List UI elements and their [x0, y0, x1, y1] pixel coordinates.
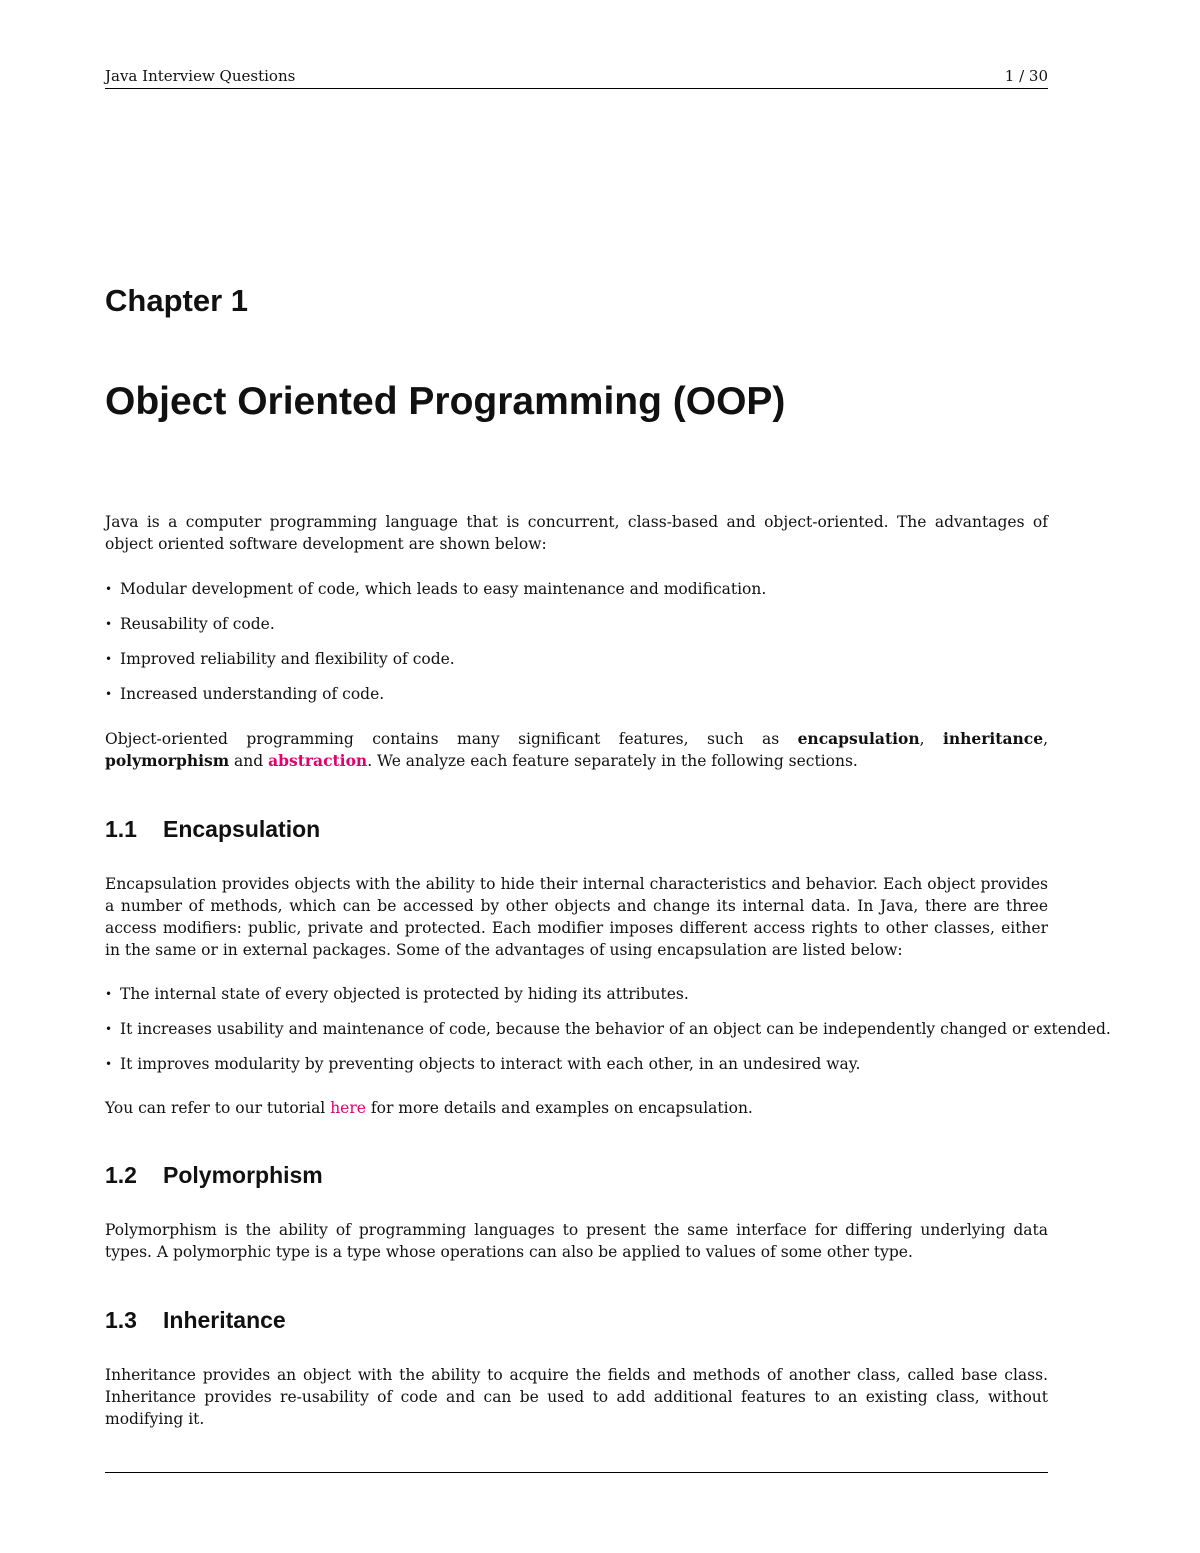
bullet-icon: • — [105, 617, 113, 631]
polymorphism-paragraph: Polymorphism is the ability of programming languages to present the same interface for differing underlying data types. A polymorphic type is a type whose operations can also be applied to values of some other type. — [105, 1221, 1048, 1261]
inheritance-paragraph: Inheritance provides an object with the ability to acquire the fields and methods of another class, called base class. Inheritance provides re-usability of code and can be used to add additional features to an existing class, without modifying it. — [105, 1366, 1048, 1428]
chapter-title: Object Oriented Programming (OOP) — [105, 380, 786, 423]
list-item: • It improves modularity by preventing objects to interact with each other, in an undesired way. — [105, 1055, 861, 1073]
section-number: 1.1 — [105, 816, 137, 842]
running-header — [105, 66, 1048, 89]
list-item: • It increases usability and maintenance of code, because the behavior of an object can be independently changed or extended. — [105, 1020, 1111, 1038]
bullet-icon: • — [105, 687, 113, 701]
section-heading-polymorphism — [105, 1160, 323, 1190]
section-title: Encapsulation — [163, 816, 321, 842]
list-item: • Modular development of code, which leads to easy maintenance and modification. — [105, 580, 767, 598]
keyword-encapsulation: encapsulation — [797, 729, 920, 748]
section-heading-encapsulation — [105, 814, 320, 844]
features-paragraph: Object-oriented programming contains many significant features, such as encapsulation, inheritance, polymorphism and abstraction. We analyze each feature separately in the following sections. — [105, 729, 1049, 770]
tutorial-link[interactable]: here — [330, 1099, 366, 1117]
section-number: 1.3 — [105, 1307, 137, 1333]
list-item: • Reusability of code. — [105, 615, 275, 633]
advantages-list — [105, 578, 1048, 718]
section-title: Inheritance — [163, 1307, 286, 1333]
keyword-polymorphism: polymorphism — [105, 751, 230, 770]
encapsulation-advantages-list — [105, 983, 1111, 1088]
section-title: Polymorphism — [163, 1162, 323, 1188]
section-heading-inheritance — [105, 1305, 286, 1335]
encapsulation-paragraph: Encapsulation provides objects with the ability to hide their internal characteristics and behavior. Each object provides a number of methods, which can be accessed by other objects and change its internal data. In Java, there are three access modifiers: public, private and protected. Each modifier imposes different access rights to other classes, either in the same or in external packages. Some of the advantages of using encapsulation are listed below: — [105, 875, 1048, 959]
keyword-inheritance: inheritance — [942, 729, 1044, 748]
chapter-label: Chapter 1 — [105, 283, 248, 318]
section-number: 1.2 — [105, 1162, 137, 1188]
bullet-icon: • — [105, 652, 113, 666]
abstraction-link[interactable]: abstraction — [268, 751, 368, 770]
bullet-icon: • — [105, 1022, 113, 1036]
list-item: • Improved reliability and flexibility of code. — [105, 650, 455, 668]
encapsulation-reference: You can refer to our tutorial here for more details and examples on encapsulation. — [105, 1099, 753, 1117]
bullet-icon: • — [105, 1057, 113, 1071]
document-title: Java Interview Questions — [105, 67, 296, 85]
list-item: • The internal state of every objected is protected by hiding its attributes. — [105, 985, 689, 1003]
intro-paragraph: Java is a computer programming language that is concurrent, class-based and object-oriented. The advantages of object oriented software development are shown below: — [105, 513, 1048, 553]
bullet-icon: • — [105, 987, 113, 1001]
bullet-icon: • — [105, 582, 113, 596]
page-counter: 1 / 30 — [1004, 67, 1048, 85]
footer-divider — [105, 1472, 1048, 1473]
document-page — [105, 0, 1111, 1553]
list-item: • Increased understanding of code. — [105, 685, 385, 703]
